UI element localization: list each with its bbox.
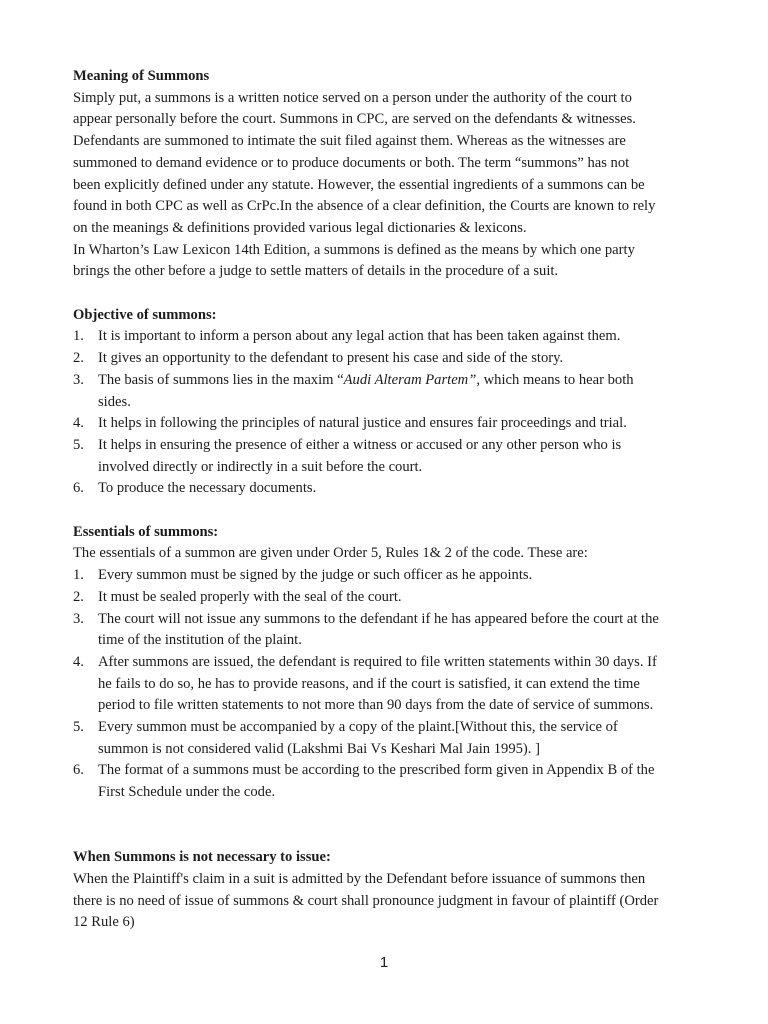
list-item (73, 478, 703, 500)
essentials-list (73, 565, 703, 804)
list-item-text: he fails to do so, he has to provide reasons, and if the court is satisfied, it can extend the time (98, 675, 640, 692)
paragraph-line: In Wharton’s Law Lexicon 14th Edition, a summons is defined as the means by which one party (73, 241, 635, 258)
essentials-intro: The essentials of a summon are given under Order 5, Rules 1& 2 of the code. These are: (73, 545, 588, 562)
list-number: 6. (73, 480, 84, 497)
list-item-text: It helps in following the principles of natural justice and ensures fair proceedings and trial. (98, 415, 627, 432)
paragraph-line: appear personally before the court. Summons in CPC, are served on the defendants & witnesses. (73, 111, 636, 128)
list-item-text: After summons are issued, the defendant is required to file written statements within 30 days. If (98, 653, 657, 670)
paragraph-line: 12 Rule 6) (73, 914, 135, 931)
list-item (73, 609, 703, 652)
text-segment: which means to hear both (479, 371, 634, 388)
list-number: 3. (73, 610, 84, 627)
paragraph-line: on the meanings & definitions provided various legal dictionaries & lexicons. (73, 219, 527, 236)
text-segment: The basis of summons lies in the maxim “ (98, 371, 344, 388)
spacer (73, 283, 703, 305)
list-item-text: time of the institution of the plaint. (98, 632, 302, 649)
paragraph-line: brings the other before a judge to settle matters of details in the procedure of a suit. (73, 263, 559, 280)
meaning-paragraph (73, 88, 703, 283)
list-item (73, 370, 703, 413)
list-item (73, 717, 703, 760)
paragraph-line: summoned to demand evidence or to produce documents or both. The term “summons” has not (73, 154, 630, 171)
list-item-text: It helps in ensuring the presence of either a witness or accused or any other person who is (98, 436, 622, 453)
list-item (73, 435, 703, 478)
list-item-text: Every summon must be accompanied by a copy of the plaint.[Without this, the service of (98, 719, 618, 736)
paragraph-line: Simply put, a summons is a written notice served on a person under the authority of the court to (73, 89, 632, 106)
list-number: 2. (73, 588, 84, 605)
objective-list (73, 326, 703, 500)
list-number: 6. (73, 762, 84, 779)
paragraph-line: there is no need of issue of summons & court shall pronounce judgment in favour of plaintiff (Order (73, 892, 659, 909)
list-number: 2. (73, 350, 84, 367)
list-item-text: It must be sealed properly with the seal of the court. (98, 588, 402, 605)
list-number: 4. (73, 415, 84, 432)
paragraph-line: When the Plaintiff's claim in a suit is admitted by the Defendant before issuance of summons then (73, 870, 646, 887)
list-item-text (98, 370, 703, 392)
list-item (73, 565, 703, 587)
list-item-text: period to file written statements to not more than 90 days from the date of service of summons. (98, 697, 654, 714)
essentials-heading: Essentials of summons: (73, 523, 219, 540)
list-item (73, 413, 703, 435)
spacer (73, 500, 703, 522)
not-necessary-heading: When Summons is not necessary to issue: (73, 849, 331, 866)
list-item (73, 348, 703, 370)
spacer (73, 804, 703, 847)
list-item-text: involved directly or indirectly in a suit before the court. (98, 458, 423, 475)
list-item-text: It is important to inform a person about any legal action that has been taken against them. (98, 328, 621, 345)
list-item-text: To produce the necessary documents. (98, 480, 317, 497)
objective-heading: Objective of summons: (73, 306, 217, 323)
list-item-text: The court will not issue any summons to the defendant if he has appeared before the court at the (98, 610, 659, 627)
list-item-text: First Schedule under the code. (98, 784, 276, 801)
list-number: 1. (73, 328, 84, 345)
list-item (73, 760, 703, 803)
list-item-text: Every summon must be signed by the judge or such officer as he appoints. (98, 567, 533, 584)
list-item (73, 326, 703, 348)
maxim-italic: Audi Alteram Partem”, (343, 371, 480, 388)
list-item-text: summon is not considered valid (Lakshmi Bai Vs Keshari Mal Jain 1995). ] (98, 740, 540, 757)
list-item (73, 587, 703, 609)
list-number: 3. (73, 371, 84, 388)
paragraph-line: found in both CPC as well as CrPc.In the absence of a clear definition, the Courts are known to rely (73, 198, 656, 215)
paragraph-line: Defendants are summoned to intimate the suit filed against them. Whereas as the witnesses are (73, 133, 626, 150)
list-number: 1. (73, 567, 84, 584)
meaning-heading: Meaning of Summons (73, 68, 210, 84)
paragraph-line: been explicitly defined under any statute. However, the essential ingredients of a summons can be (73, 176, 645, 193)
list-item-text: It gives an opportunity to the defendant to present his case and side of the story. (98, 350, 564, 367)
page-number: 1 (379, 954, 389, 971)
list-number: 5. (73, 719, 84, 736)
list-item (73, 652, 703, 717)
list-number: 4. (73, 653, 84, 670)
list-item-text: sides. (98, 393, 131, 410)
document-body (73, 66, 703, 934)
list-item-text: The format of a summons must be according to the prescribed form given in Appendix B of the (98, 762, 655, 779)
not-necessary-paragraph (73, 869, 703, 934)
list-number: 5. (73, 436, 84, 453)
